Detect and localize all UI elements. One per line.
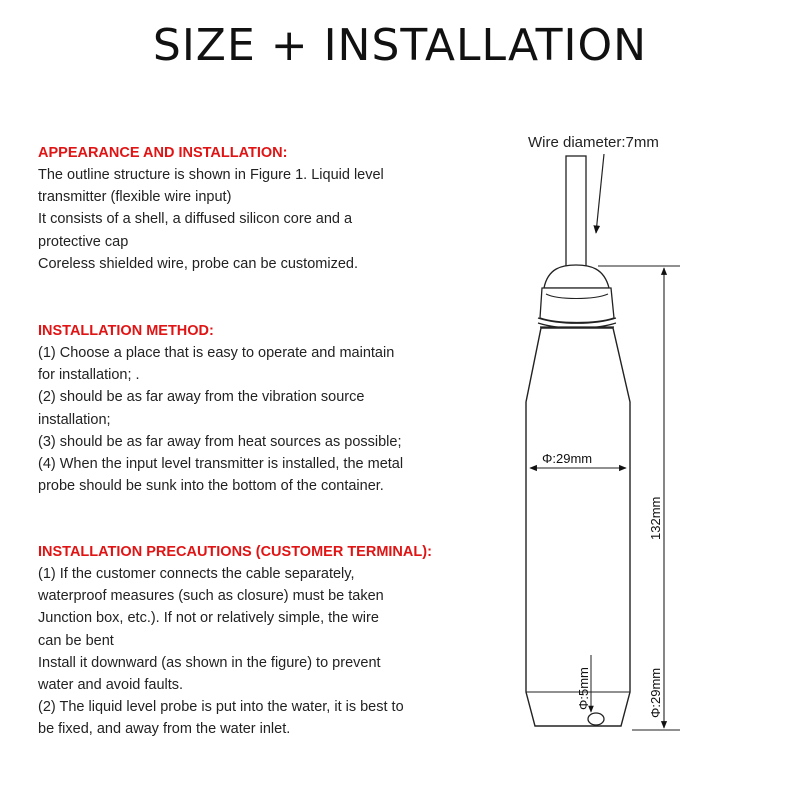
installation-method-line: installation; [38, 411, 111, 428]
installation-method-line: probe should be sunk into the bottom of the container. [38, 478, 384, 495]
tip-hole [588, 713, 604, 725]
installation-method-line: for installation; . [38, 367, 140, 384]
installation-precautions-line: be fixed, and away from the water inlet. [38, 721, 291, 738]
diameter-dimension-label: Φ:29mm [542, 451, 593, 466]
probe-drawing [480, 120, 800, 780]
wire-diameter-label: Wire diameter:7mm [528, 134, 659, 151]
page-title: SIZE + INSTALLATION [152, 20, 648, 71]
probe-diagram [480, 120, 800, 780]
appearance-line: transmitter (flexible wire input) [38, 189, 232, 206]
installation-method-line: (3) should be as far away from heat sources as possible; [38, 433, 402, 450]
installation-precautions-line: (2) The liquid level probe is put into the water, it is best to [38, 699, 404, 716]
appearance-line: protective cap [38, 233, 129, 250]
installation-precautions-line: Junction box, etc.). If not or relatively simple, the wire [38, 610, 379, 627]
installation-method-section [38, 320, 448, 497]
installation-precautions-section [38, 541, 448, 741]
appearance-line: The outline structure is shown in Figure 1. Liquid level [38, 167, 384, 183]
tip-diameter-label: Φ:29mm [648, 667, 663, 718]
installation-precautions-line: water and avoid faults. [38, 677, 184, 694]
installation-precautions-heading: INSTALLATION PRECAUTIONS (CUSTOMER TERMINAL): [38, 544, 432, 560]
wire-leader-line [596, 154, 604, 233]
appearance-section [38, 142, 448, 275]
wire-outline [566, 156, 586, 268]
appearance-line: Coreless shielded wire, probe can be customized. [38, 255, 358, 272]
installation-precautions-line: can be bent [38, 632, 114, 649]
installation-precautions-line: Install it downward (as shown in the figure) to prevent [38, 654, 381, 671]
hole-dimension-label: Φ:5mm [576, 667, 591, 710]
installation-precautions-line: waterproof measures (such as closure) must be taken [38, 588, 384, 605]
installation-precautions-line: (1) If the customer connects the cable separately, [38, 566, 355, 582]
installation-method-line: (4) When the input level transmitter is installed, the metal [38, 456, 404, 473]
length-dimension-label: 132mm [648, 496, 663, 540]
cap-outline [544, 265, 609, 288]
appearance-heading: APPEARANCE AND INSTALLATION: [38, 145, 288, 161]
shell-outline [526, 328, 630, 726]
installation-method-line: (2) should be as far away from the vibration source [38, 389, 365, 406]
appearance-line: It consists of a shell, a diffused silicon core and a [38, 211, 353, 228]
installation-method-line: (1) Choose a place that is easy to operate and maintain [38, 345, 395, 361]
installation-method-heading: INSTALLATION METHOD: [38, 323, 214, 339]
